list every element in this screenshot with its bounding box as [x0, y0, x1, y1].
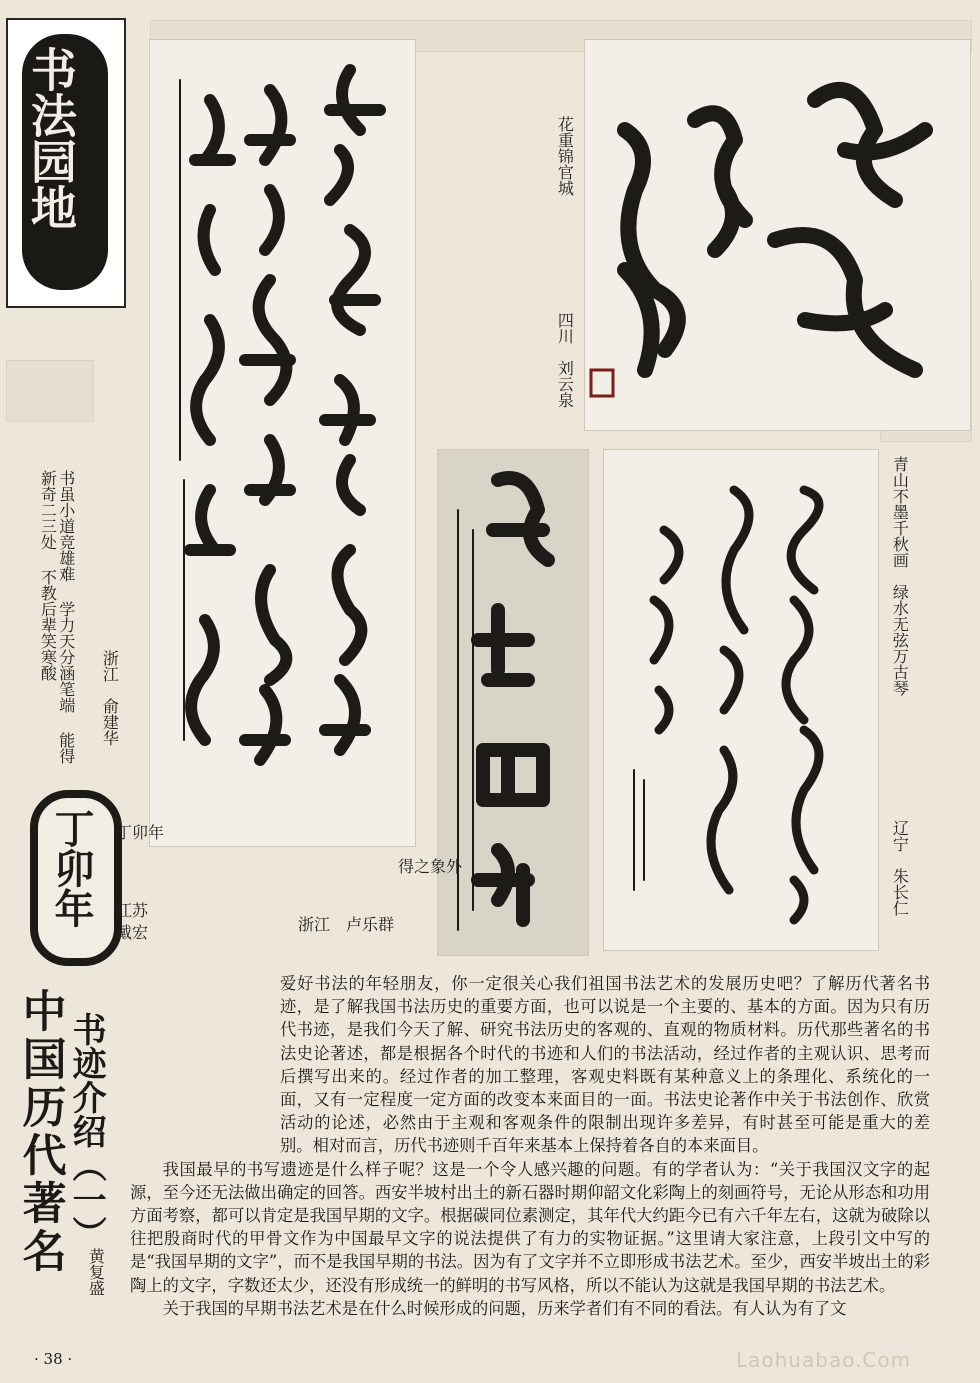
work1-text: 书虽小道竞雄难 学力天分涵笔端 能得新奇二三处 不教后辈笑寒酸	[38, 470, 76, 764]
artwork-couplet	[604, 450, 878, 950]
seal-carving	[30, 790, 122, 966]
seal-script-brushwork	[150, 40, 415, 846]
artwork-cursive-flowers	[585, 40, 970, 430]
work1-author: 浙江 俞建华	[100, 650, 120, 746]
artwork-seal-script	[150, 40, 415, 846]
work3-text: 得之象外	[398, 857, 463, 876]
article-author: 黄复盛	[86, 1248, 106, 1296]
work5-text: 丁卯年	[116, 823, 165, 842]
work3-author: 浙江 卢乐群	[298, 915, 395, 934]
cursive-brushwork	[585, 40, 970, 430]
column-header-emblem	[6, 18, 126, 308]
article-paragraph: 关于我国的早期书法艺术是在什么时候形成的问题，历来学者们有不同的看法。有人认为有了文	[162, 1298, 847, 1318]
page-number: · 38 ·	[34, 1350, 73, 1368]
column-header-title: 书法园地	[23, 46, 78, 230]
seal-carving-characters: 丁卯年	[48, 808, 95, 928]
work2-author: 四川 刘云泉	[555, 312, 575, 408]
work4-author: 辽宁 朱长仁	[890, 820, 910, 916]
article-paragraph: 我国最早的书写遗迹是什么样子呢？这是一个令人感兴趣的问题。有的学者认为：“关于我国汉文字的起源，至今还无法做出确定的回答。西安半坡村出土的新石器时期仰韶文化彩陶上的刻画符号，无论从形态和功用方面考察，都可以肯定是我国早期的文字。根据碳同位素测定，其年代大约距今已有六千年左右，这就为破除以往把殷商时代的甲骨文作为中国最早文字的说法提供了有力的实物证据。”这里请大家注意，上段引文中写的是“我国早期的文字”，而不是我国早期的书法。因为有了文字并不立即形成书法艺术。至少，西安半坡出土的彩陶上的文字，字数还太少，还没有形成统一的鲜明的书写风格，所以不能认为这就是我国早期的书法艺术。	[130, 1159, 930, 1295]
couplet-brushwork	[604, 450, 878, 950]
article-title-sub: 书迹介绍（一）	[66, 1012, 107, 1250]
work2-text: 花重锦官城	[555, 116, 575, 196]
background-print	[6, 360, 94, 422]
article-paragraph: 爱好书法的年轻朋友，你一定很关心我们祖国书法艺术的发展历史吧？了解历代著名书迹，是了解我国书法历史的重要方面，也可以说是一个主要的、基本的方面。因为只有历代书迹，是我们今天了解、研究书法历史的客观的、直观的物质材料。历代那些著名的书法史论著述，都是根据各个时代的书迹和人们的书法活动，经过作者的主观认识、思考而后撰写出来的。经过作者的加工整理，客观史料既有某种意义上的条理化、系统化的一面，又有一定程度一定方面的改变本来面目的一面。书法史论著作中关于书法创作、欣赏活动的论述，必然由于主观和客观条件的限制出现许多差异，有时甚至可能是重大的差别。相对而言，历代书迹则千百年来基本上保持着各自的本来面目。	[280, 974, 930, 1156]
watermark: Laohuabao.Com	[736, 1348, 912, 1372]
article-title-main: 中国历代著名	[14, 988, 66, 1276]
work4-text: 青山不墨千秋画 绿水无弦万古琴	[890, 456, 910, 696]
work5-author: 江苏 戴宏	[116, 901, 165, 942]
article-body	[130, 972, 930, 1320]
